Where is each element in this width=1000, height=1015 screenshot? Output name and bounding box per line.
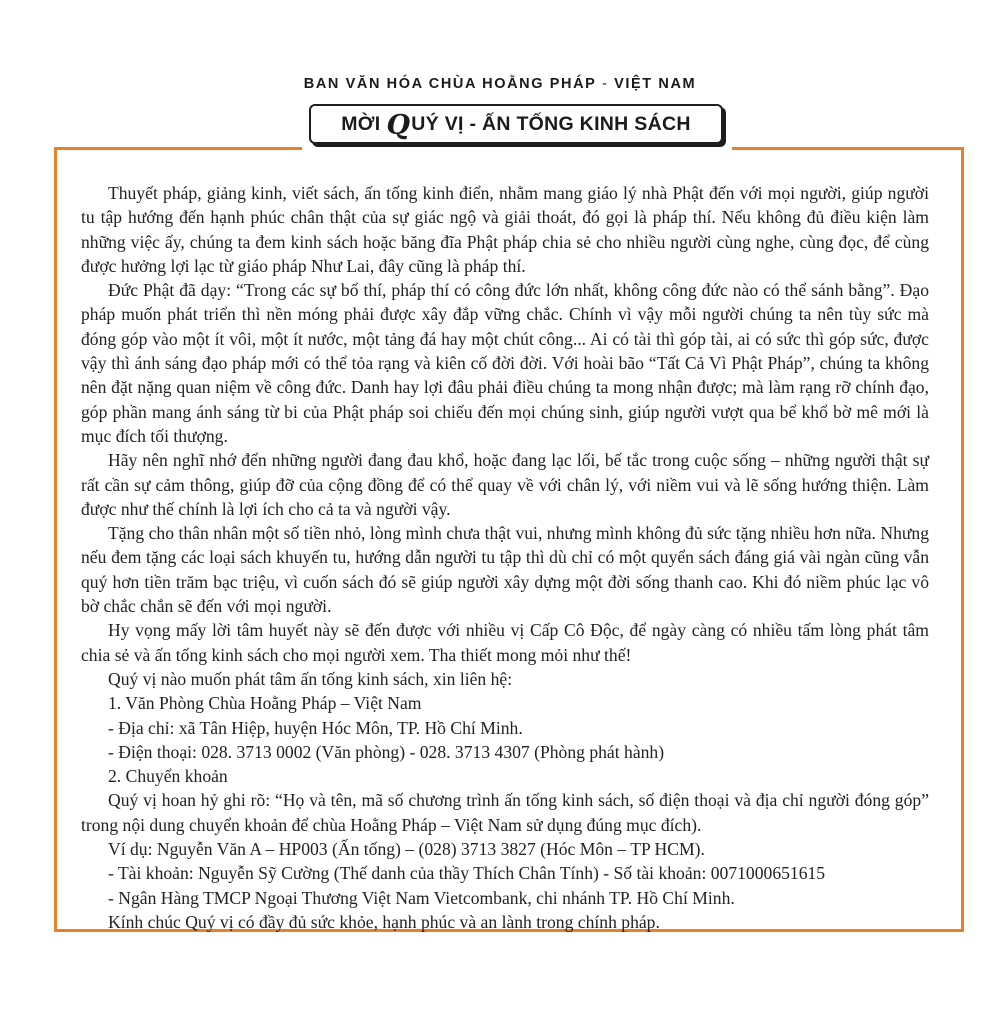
transfer-example: Ví dụ: Nguyễn Văn A – HP003 (Ấn tống) – (028) 3713 3827 (Hóc Môn – TP HCM). [108,839,705,860]
transfer-heading: 2. Chuyển khoản [108,766,228,787]
title-prefix: MỜI [341,112,381,135]
paragraph-3: Hãy nên nghĩ nhớ đến những người đang đau khổ, hoặc đang lạc lối, bế tắc trong cuộc sống – những người thật sự rất cần sự cảm thông, giúp đỡ của cộng đồng để có thể quay về với chân lý, với niềm vui và lẽ sống hướng thiện. Làm được như thế chính là lợi ích cho cả ta và người vậy. [81,450,929,519]
office-phone: - Điện thoại: 028. 3713 0002 (Văn phòng) - 028. 3713 4307 (Phòng phát hành) [108,741,665,762]
paragraph-2: Đức Phật đã dạy: “Trong các sự bố thí, pháp thí có công đức lớn nhất, không công đức nào có thể sánh bằng”. Đạo pháp muốn phát triển thì nền móng phải được xây đắp vững chắc. Chính vì vậy mỗi người chúng ta nên tùy sức mà đóng góp vào một ít vôi, một ít nước, một tảng đá hay một chút công... Ai có tài thì góp tài, ai có sức thì góp sức, được vậy thì ánh sáng đạo pháp mới có thể tỏa rạng và kiên cố đời đời. Với hoài bão “Tất Cả Vì Phật Pháp”, chúng ta không nên đặt nặng quan niệm về công đức. Danh hay lợi đâu phải điều chúng ta mong nhận được; mà làm rạng rỡ chính đạo, góp phần mang ánh sáng từ bi của Phật pháp soi chiếu đến mọi chúng sinh, giúp người vượt qua bể khổ bờ mê mới là mục đích tối thượng. [81,280,929,446]
contact-intro: Quý vị nào muốn phát tâm ấn tống kinh sách, xin liên hệ: [108,668,513,689]
kicker-separator: - [596,76,615,92]
publisher-country: VIỆT NAM [614,76,697,92]
publisher-kicker [0,76,1000,92]
paragraph-4: Tặng cho thân nhân một số tiền nhỏ, lòng mình chưa thật vui, nhưng mình không đủ sức tặng nhiều hơn nữa. Nhưng nếu đem tặng các loại sách khuyến tu, hướng dẫn người tu tập thì dù chỉ có một quyển sách đáng giá vài ngàn cũng vẫn quý hơn tiền trăm bạc triệu, vì cuốn sách đó sẽ giúp người xây dựng một đời sống thanh cao. Khi đó niềm phúc lạc vô bờ chắc chắn sẽ đến với mọi người. [81,523,929,617]
bank-name: - Ngân Hàng TMCP Ngoại Thương Việt Nam Vietcombank, chi nhánh TP. Hồ Chí Minh. [108,887,735,908]
office-address: - Địa chỉ: xã Tân Hiệp, huyện Hóc Môn, TP. Hồ Chí Minh. [108,717,523,738]
paragraph-1: Thuyết pháp, giảng kinh, viết sách, ấn tống kinh điển, nhằm mang giáo lý nhà Phật đến với mọi người, giúp người tu tập hướng đến hạnh phúc chân thật của sự giác ngộ và giải thoát, đó gọi là pháp thí. Nếu không đủ điều kiện làm những việc ấy, chúng ta đem kinh sách hoặc băng đĩa Phật pháp chia sẻ cho nhiều người cùng nghe, cùng đọc, để cùng được hưởng lợi lạc từ giáo pháp Như Lai, đây cũng là pháp thí. [81,183,929,276]
publisher-name: BAN VĂN HÓA CHÙA HOẰNG PHÁP [303,76,597,92]
transfer-note: Quý vị hoan hỷ ghi rõ: “Họ và tên, mã số chương trình ấn tống kinh sách, số điện thoại và địa chỉ người đóng góp” trong nội dung chuyển khoản để chùa Hoằng Pháp – Việt Nam sử dụng đúng mục đích). [81,790,929,835]
page-title [309,104,723,144]
title-decorative-q: Q [386,109,411,141]
frame-gap [302,143,732,152]
title-rest: UÝ VỊ - ẤN TỐNG KINH SÁCH [411,112,691,135]
body-text [81,181,929,934]
closing-wish: Kính chúc Quý vị có đầy đủ sức khỏe, hạnh phúc và an lành trong chính pháp. [108,911,660,932]
office-heading: 1. Văn Phòng Chùa Hoằng Pháp – Việt Nam [108,693,422,714]
bank-account: - Tài khoản: Nguyễn Sỹ Cường (Thế danh của thầy Thích Chân Tính) - Số tài khoản: 0071000651615 [108,863,826,884]
paragraph-5: Hy vọng mấy lời tâm huyết này sẽ đến được với nhiều vị Cấp Cô Độc, để ngày càng có nhiều tấm lòng phát tâm chia sẻ và ấn tống kinh sách cho mọi người xem. Tha thiết mong mỏi như thế! [81,620,929,665]
